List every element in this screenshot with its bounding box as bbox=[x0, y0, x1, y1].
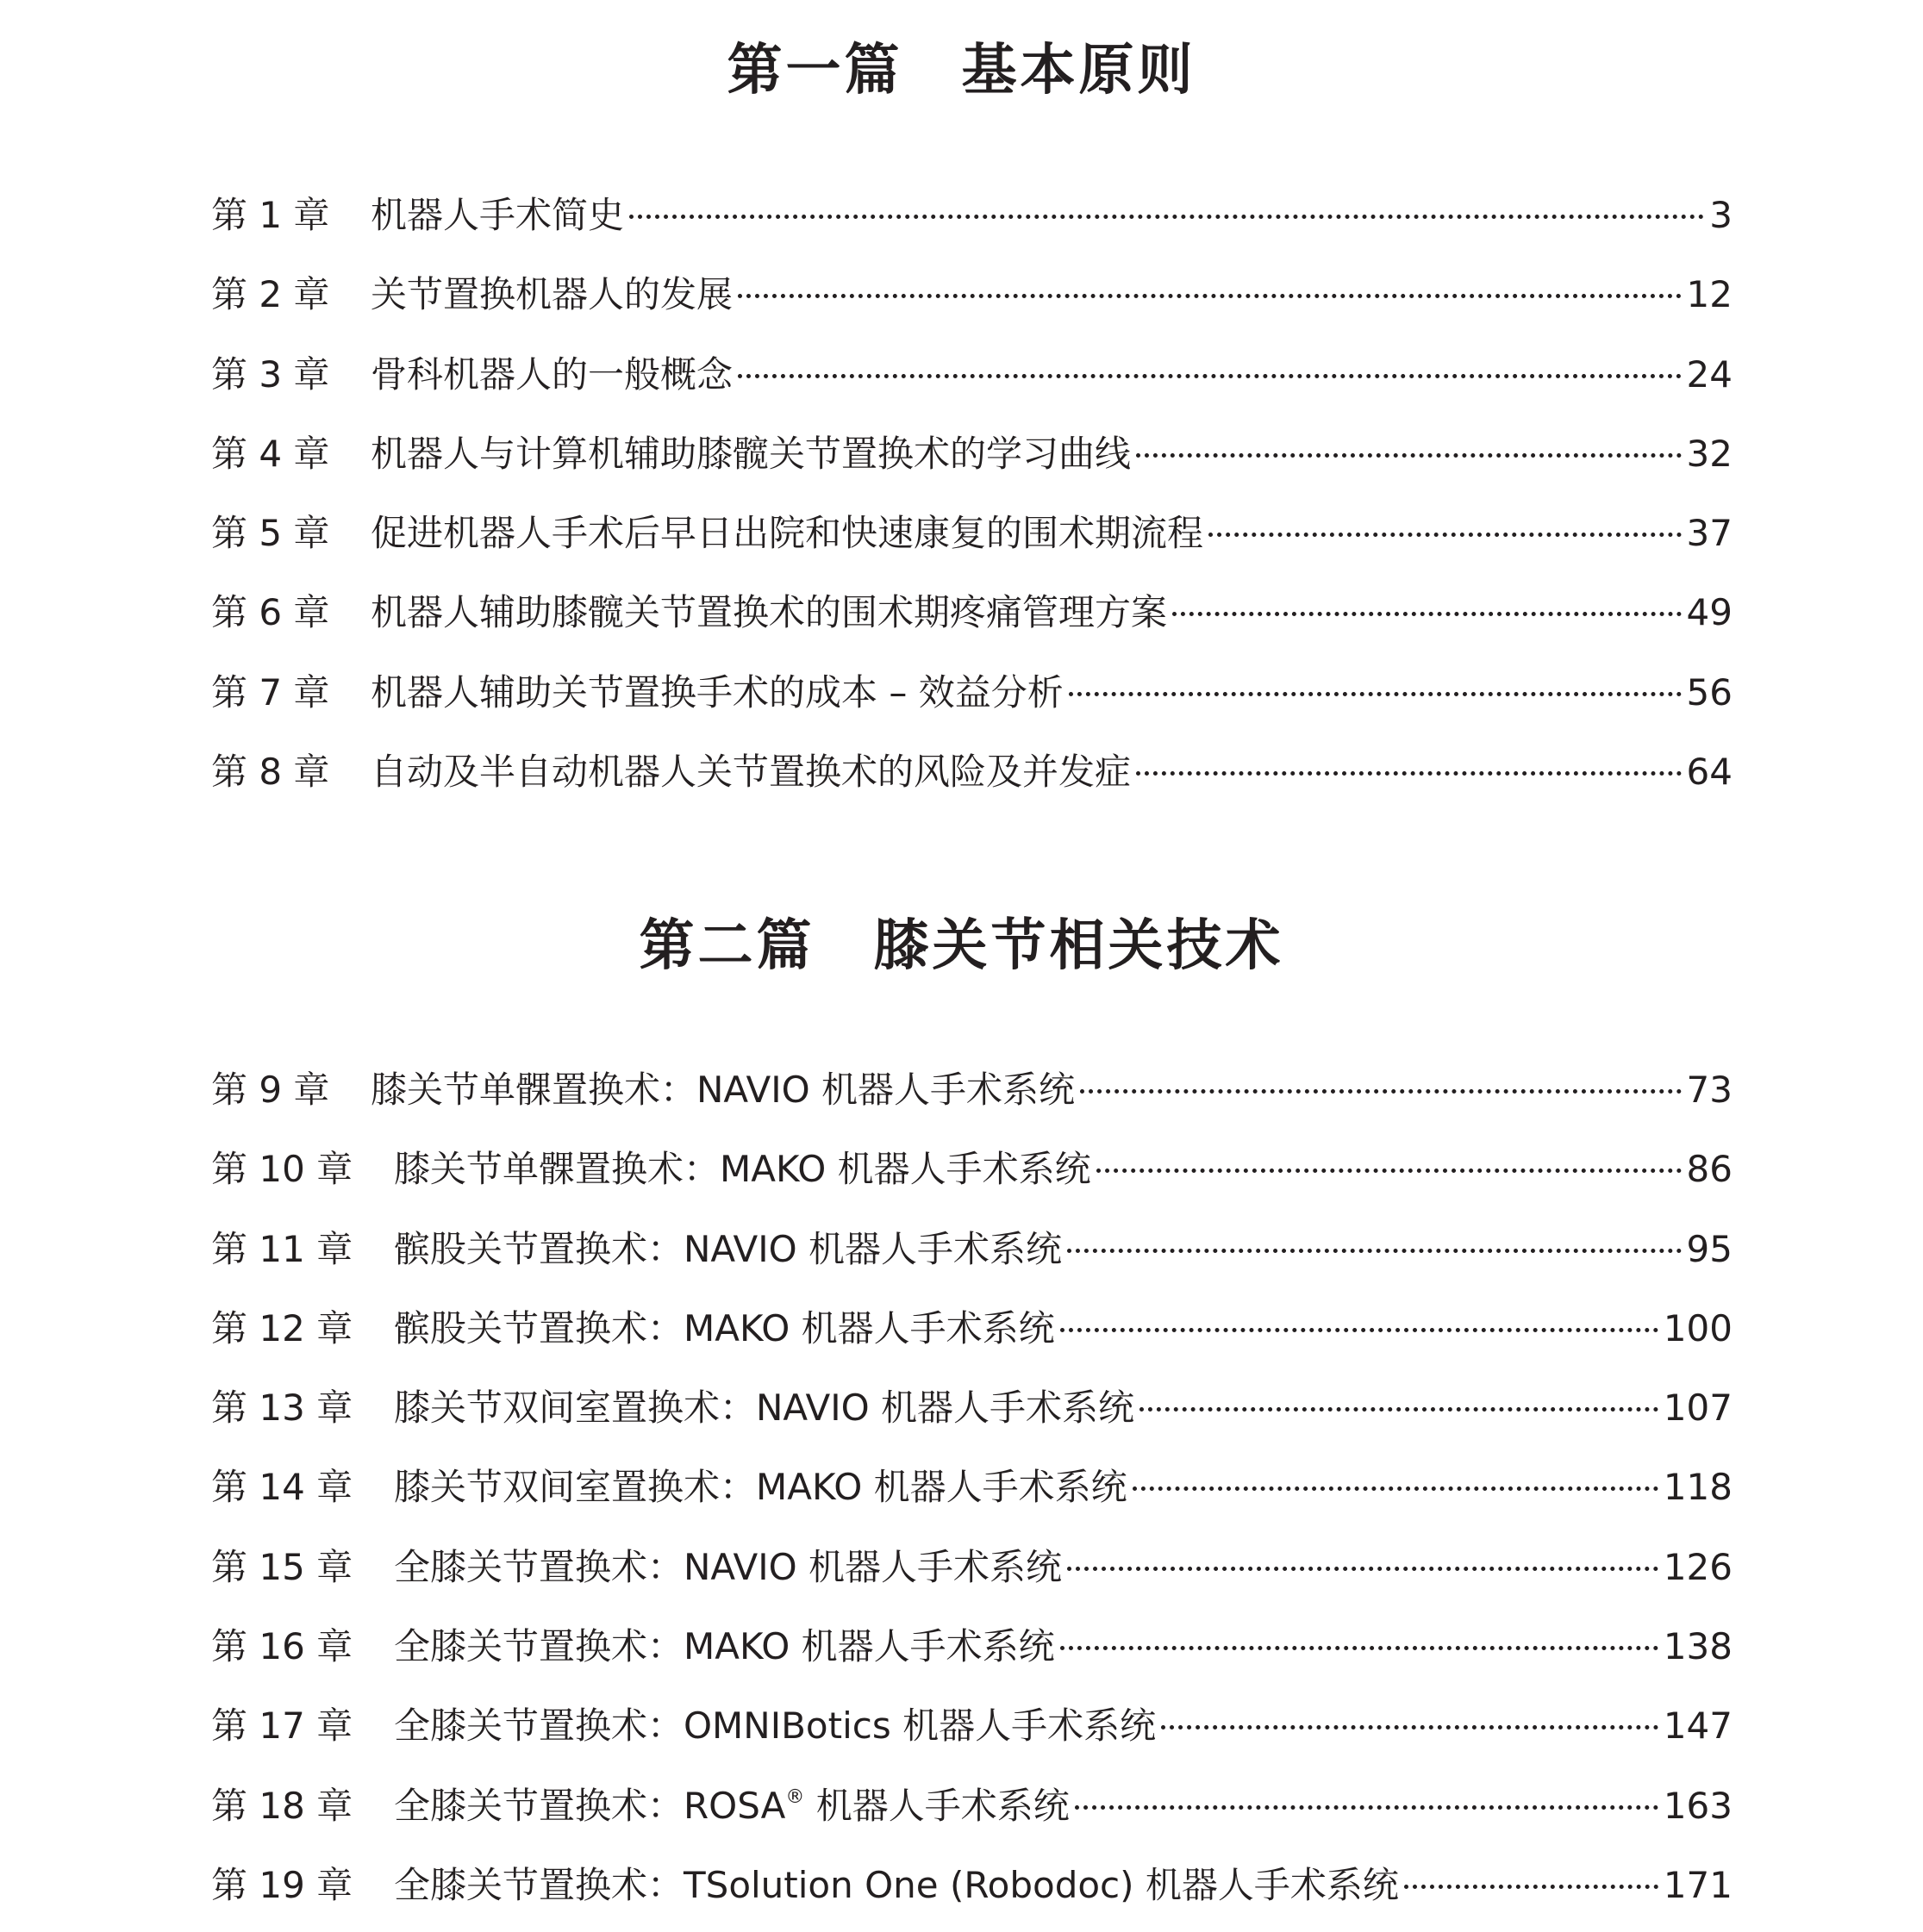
toc-entry[interactable] bbox=[211, 1057, 1733, 1137]
chapter-title: 机器人手术简史 bbox=[371, 194, 625, 236]
toc-entry[interactable] bbox=[211, 183, 1733, 262]
chapter-number: 第 3 章 bbox=[211, 352, 330, 396]
chapter-number: 第 8 章 bbox=[211, 751, 330, 794]
dot-leader bbox=[1080, 1057, 1682, 1102]
chapter-title: 膝关节双间室置换术：NAVIO 机器人手术系统 bbox=[394, 1387, 1134, 1430]
registered-mark: ® bbox=[785, 1786, 805, 1808]
chapter-title: 膝关节单髁置换术：NAVIO 机器人手术系统 bbox=[371, 1069, 1075, 1111]
chapter-title: 机器人辅助关节置换手术的成本 – 效益分析 bbox=[371, 670, 1064, 714]
chapter-title: 骨科机器人的一般概念 bbox=[371, 352, 734, 396]
toc-entry[interactable] bbox=[211, 1217, 1733, 1296]
chapter-number: 第 6 章 bbox=[211, 591, 330, 634]
toc-entry[interactable] bbox=[211, 501, 1733, 580]
toc-entry[interactable] bbox=[211, 1455, 1733, 1534]
chapter-number: 第 9 章 bbox=[211, 1069, 330, 1111]
dot-leader bbox=[1161, 1693, 1658, 1738]
page-number: 138 bbox=[1663, 1625, 1733, 1668]
dot-leader bbox=[1060, 1614, 1658, 1659]
dot-leader bbox=[738, 262, 1682, 307]
dot-leader bbox=[1133, 1455, 1658, 1499]
page-number: 24 bbox=[1686, 352, 1733, 396]
chapter-number: 第 11 章 bbox=[211, 1227, 353, 1270]
page-number: 73 bbox=[1686, 1069, 1733, 1111]
chapter-title: 关节置换机器人的发展 bbox=[371, 273, 734, 316]
dot-leader bbox=[1067, 1535, 1658, 1580]
toc-entry[interactable] bbox=[211, 1375, 1733, 1455]
chapter-number: 第 4 章 bbox=[211, 432, 330, 475]
toc-entry[interactable] bbox=[211, 739, 1733, 819]
chapter-title bbox=[394, 1784, 1070, 1829]
toc-entry[interactable] bbox=[211, 342, 1733, 421]
chapter-number: 第 2 章 bbox=[211, 273, 330, 316]
chapter-title: 髌股关节置换术：MAKO 机器人手术系统 bbox=[394, 1306, 1055, 1349]
toc-entry[interactable] bbox=[211, 1535, 1733, 1614]
page-number: 95 bbox=[1686, 1227, 1733, 1270]
chapter-title: 膝关节单髁置换术：MAKO 机器人手术系统 bbox=[394, 1148, 1091, 1191]
page-number: 49 bbox=[1686, 591, 1733, 634]
page-number: 12 bbox=[1686, 273, 1733, 316]
dot-leader bbox=[1172, 580, 1682, 625]
part-two-chapter-list bbox=[211, 1057, 1733, 1932]
page-number: 118 bbox=[1663, 1466, 1733, 1509]
toc-entry[interactable] bbox=[211, 262, 1733, 341]
part-one-chapter-list bbox=[211, 183, 1733, 819]
page-number: 64 bbox=[1686, 751, 1733, 794]
dot-leader bbox=[1208, 501, 1682, 545]
page-number: 37 bbox=[1686, 512, 1733, 555]
chapter-number: 第 5 章 bbox=[211, 512, 330, 555]
toc-entry[interactable] bbox=[211, 660, 1733, 739]
page-number: 163 bbox=[1663, 1784, 1733, 1827]
page-number: 32 bbox=[1686, 432, 1733, 475]
chapter-number: 第 1 章 bbox=[211, 194, 330, 236]
chapter-title: 机器人辅助膝髋关节置换术的围术期疼痛管理方案 bbox=[371, 591, 1168, 634]
page-number: 86 bbox=[1686, 1148, 1733, 1191]
dot-leader bbox=[1096, 1137, 1682, 1181]
chapter-number: 第 13 章 bbox=[211, 1387, 353, 1430]
chapter-number: 第 18 章 bbox=[211, 1784, 353, 1827]
chapter-title: 全膝关节置换术：MAKO 机器人手术系统 bbox=[394, 1625, 1055, 1668]
chapter-number: 第 19 章 bbox=[211, 1863, 353, 1906]
chapter-title: 全膝关节置换术：NAVIO 机器人手术系统 bbox=[394, 1545, 1062, 1588]
toc-entry[interactable] bbox=[211, 580, 1733, 659]
page-number: 56 bbox=[1686, 670, 1733, 714]
chapter-number: 第 7 章 bbox=[211, 670, 330, 714]
chapter-number: 第 14 章 bbox=[211, 1466, 353, 1509]
toc-entry[interactable] bbox=[211, 1853, 1733, 1932]
page-number: 3 bbox=[1709, 194, 1733, 236]
dot-leader bbox=[738, 342, 1682, 387]
toc-entry[interactable] bbox=[211, 1693, 1733, 1773]
chapter-title-suffix: 机器人手术系统 bbox=[804, 1784, 1070, 1827]
toc-entry[interactable] bbox=[211, 1614, 1733, 1693]
toc-entry[interactable] bbox=[211, 1773, 1733, 1853]
chapter-number: 第 12 章 bbox=[211, 1306, 353, 1349]
dot-leader bbox=[1136, 739, 1682, 784]
chapter-title: 全膝关节置换术：OMNIBotics 机器人手术系统 bbox=[394, 1705, 1157, 1748]
dot-leader bbox=[1069, 660, 1682, 705]
chapter-number: 第 17 章 bbox=[211, 1705, 353, 1748]
chapter-title: 自动及半自动机器人关节置换术的风险及并发症 bbox=[371, 751, 1132, 794]
toc-entry[interactable] bbox=[211, 1296, 1733, 1375]
part-one-title: 第一篇 基本原则 bbox=[727, 39, 1196, 103]
chapter-title: 促进机器人手术后早日出院和快速康复的围术期流程 bbox=[371, 512, 1204, 555]
dot-leader bbox=[1060, 1296, 1658, 1341]
chapter-title: 全膝关节置换术：TSolution One (Robodoc) 机器人手术系统 bbox=[394, 1863, 1399, 1906]
chapter-title: 膝关节双间室置换术：MAKO 机器人手术系统 bbox=[394, 1466, 1127, 1509]
dot-leader bbox=[1075, 1773, 1658, 1818]
chapter-title: 机器人与计算机辅助膝髋关节置换术的学习曲线 bbox=[371, 432, 1132, 475]
page-number: 100 bbox=[1663, 1306, 1733, 1349]
toc-entry[interactable] bbox=[211, 1137, 1733, 1216]
chapter-number: 第 16 章 bbox=[211, 1625, 353, 1668]
dot-leader bbox=[1136, 421, 1682, 466]
dot-leader bbox=[629, 183, 1704, 227]
dot-leader bbox=[1139, 1375, 1658, 1420]
chapter-number: 第 15 章 bbox=[211, 1545, 353, 1588]
page-number: 147 bbox=[1663, 1705, 1733, 1748]
dot-leader bbox=[1067, 1217, 1682, 1262]
part-two-title: 第二篇 膝关节相关技术 bbox=[639, 914, 1284, 978]
chapter-number: 第 10 章 bbox=[211, 1148, 353, 1191]
dot-leader bbox=[1404, 1853, 1658, 1898]
chapter-title: 髌股关节置换术：NAVIO 机器人手术系统 bbox=[394, 1227, 1062, 1270]
page-number: 126 bbox=[1663, 1545, 1733, 1588]
page-number: 107 bbox=[1663, 1387, 1733, 1430]
chapter-title-main: 全膝关节置换术：ROSA bbox=[394, 1784, 786, 1827]
toc-entry[interactable] bbox=[211, 421, 1733, 501]
page-number: 171 bbox=[1663, 1863, 1733, 1906]
